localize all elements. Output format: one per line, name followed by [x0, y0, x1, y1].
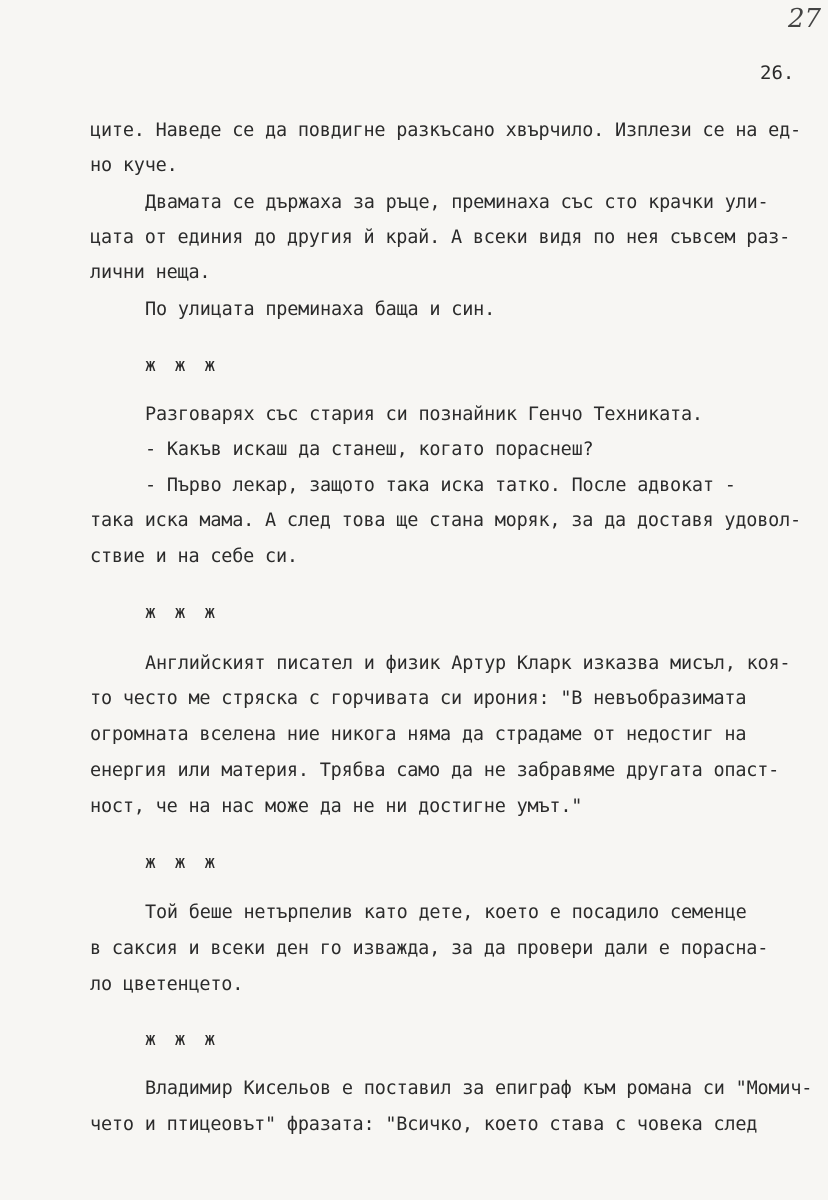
text-line: енергия или материя. Трябва само да не забравяме другата опаст-	[90, 760, 780, 781]
text-line: така иска мама. А след това ще стана моряк, за да доставя удовол-	[90, 510, 801, 531]
text-line: - Какъв искаш да станеш, когато пораснеш?	[145, 439, 594, 460]
text-line: - Първо лекар, защото така иска татко. После адвокат -	[145, 475, 736, 496]
handwritten-page-mark: 27	[788, 4, 822, 34]
section-separator: ж ж ж	[145, 355, 220, 376]
text-line: огромната вселена ние никога няма да страдаме от недостиг на	[90, 724, 747, 745]
text-line: цата от единия до другия й край. А всеки видя по нея съвсем раз-	[90, 227, 791, 248]
text-line: Двамата се държаха за ръце, преминаха със сто крачки ули-	[145, 192, 769, 213]
text-line: но куче.	[90, 155, 178, 176]
text-line: ност, че на нас може да не ни достигне умът."	[90, 796, 583, 817]
text-line: чето и птицеовът" фразата: "Всичко, което става с човека след	[90, 1114, 758, 1135]
section-separator: ж ж ж	[145, 852, 220, 873]
text-line: Английският писател и физик Артур Кларк изказва мисъл, коя-	[145, 653, 791, 674]
text-line: ло цветенцето.	[90, 974, 244, 995]
text-line: ците. Наведе се да повдигне разкъсано хвърчило. Изплези се на ед-	[90, 120, 801, 141]
page-number: 26.	[760, 62, 795, 84]
text-line: Владимир Кисельов е поставил за епиграф към романа си "Момич-	[145, 1078, 813, 1099]
text-line: Той беше нетърпелив като дете, което е посадило семенце	[145, 902, 747, 923]
section-separator: ж ж ж	[145, 602, 220, 623]
section-separator: ж ж ж	[145, 1029, 220, 1050]
text-line: в саксия и всеки ден го изважда, за да провери дали е порасна-	[90, 938, 769, 959]
text-line: По улицата преминаха баща и син.	[145, 299, 496, 320]
text-line: ствие и на себе си.	[90, 546, 298, 567]
text-line: лични неща.	[90, 262, 211, 283]
text-line: Разговарях със стария си познайник Генчо Техниката.	[145, 404, 703, 425]
text-line: то често ме стряска с горчивата си ирония: "В невъобразимата	[90, 688, 747, 709]
